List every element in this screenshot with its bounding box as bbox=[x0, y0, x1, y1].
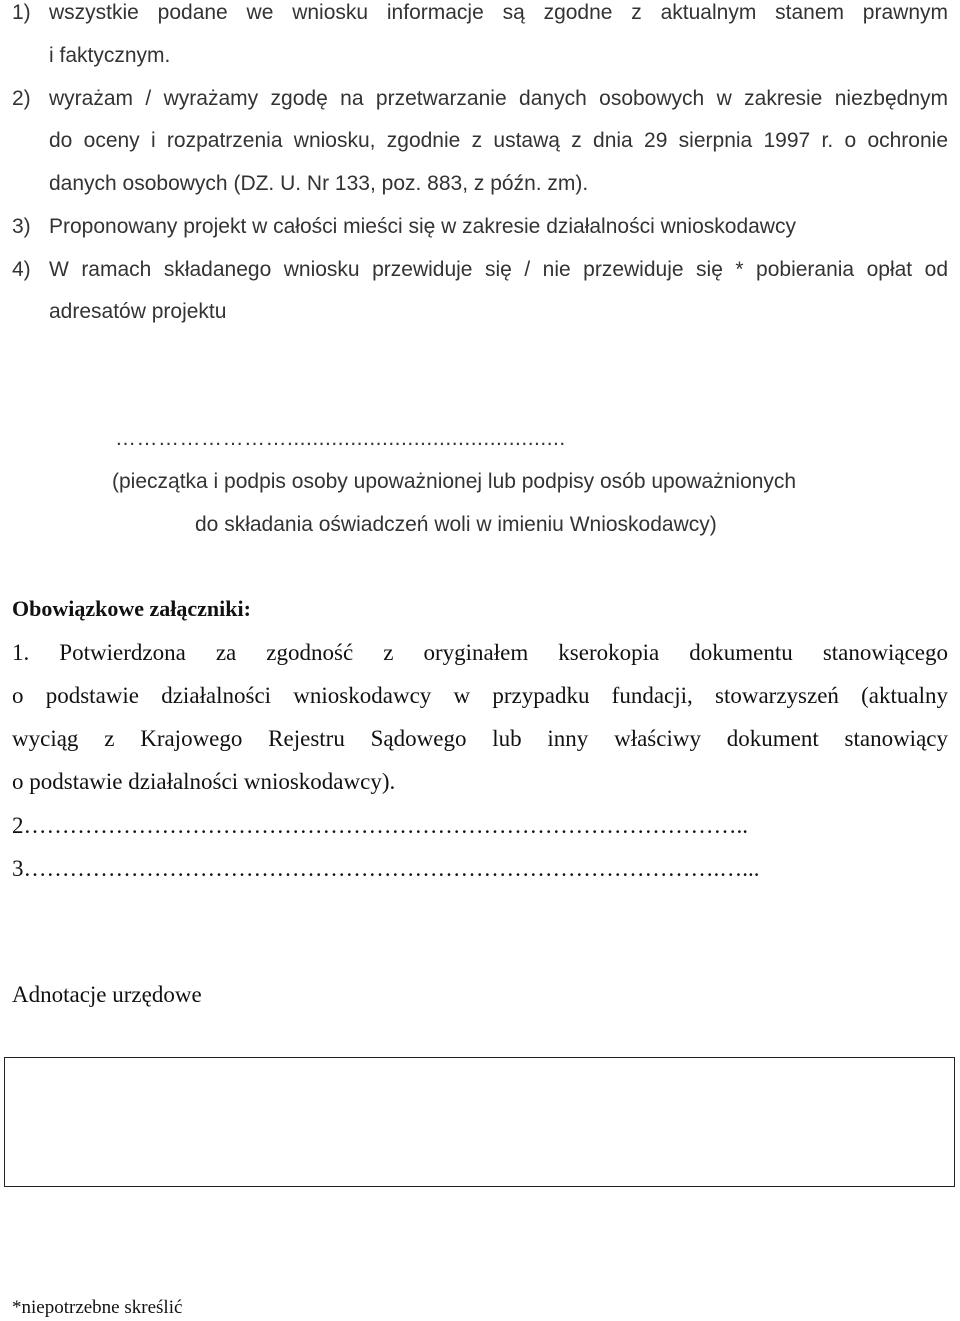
signature-caption-line-1: (pieczątka i podpis osoby upoważnionej lub podpisy osób upoważnionych bbox=[112, 470, 797, 493]
official-notes-heading: Adnotacje urzędowe bbox=[12, 982, 202, 1007]
declaration-4-line-1: W ramach składanego wniosku przewiduje się / nie przewiduje się * pobierania opłat od bbox=[49, 258, 948, 281]
footnote: *niepotrzebne skreślić bbox=[12, 1297, 183, 1318]
declaration-2-number: 2) bbox=[12, 87, 31, 110]
declaration-4-line-2: adresatów projektu bbox=[49, 300, 227, 323]
attachment-1-line-1: 1. Potwierdzona za zgodność z oryginałem kserokopia dokumentu stanowiącego bbox=[12, 640, 948, 665]
attachment-1-line-2: o podstawie działalności wnioskodawcy w przypadku fundacji, stowarzyszeń (aktualny bbox=[12, 683, 948, 708]
signature-dots: ……………………............................................ bbox=[115, 427, 566, 450]
declaration-4-number: 4) bbox=[12, 258, 31, 281]
declaration-1-line-2: i faktycznym. bbox=[49, 44, 171, 67]
declaration-2-line-1: wyrażam / wyrażamy zgodę na przetwarzanie danych osobowych w zakresie niezbędnym bbox=[49, 87, 948, 110]
declaration-2-line-2: do oceny i rozpatrzenia wniosku, zgodnie z ustawą z dnia 29 sierpnia 1997 r. o ochronie bbox=[49, 129, 948, 152]
attachment-3-blank: 3……………………………………………………………………………….…... bbox=[12, 856, 760, 881]
declaration-1-number: 1) bbox=[12, 1, 31, 24]
official-notes-box bbox=[4, 1057, 955, 1187]
attachment-1-line-3: wyciąg z Krajowego Rejestru Sądowego lub inny właściwy dokument stanowiący bbox=[12, 726, 948, 751]
attachment-2-blank: 2………………………………………………………………………………….. bbox=[12, 813, 748, 838]
attachment-1-line-4: o podstawie działalności wnioskodawcy). bbox=[12, 769, 396, 794]
attachments-heading: Obowiązkowe załączniki: bbox=[12, 596, 251, 621]
declaration-3-number: 3) bbox=[12, 215, 31, 238]
signature-caption-line-2: do składania oświadczeń woli w imieniu Wnioskodawcy) bbox=[195, 513, 717, 536]
declaration-2-line-3: danych osobowych (DZ. U. Nr 133, poz. 883, z późn. zm). bbox=[49, 172, 589, 195]
declaration-3-line-1: Proponowany projekt w całości mieści się w zakresie działalności wnioskodawcy bbox=[49, 215, 796, 238]
declaration-1-line-1: wszystkie podane we wniosku informacje są zgodne z aktualnym stanem prawnym bbox=[49, 1, 948, 24]
